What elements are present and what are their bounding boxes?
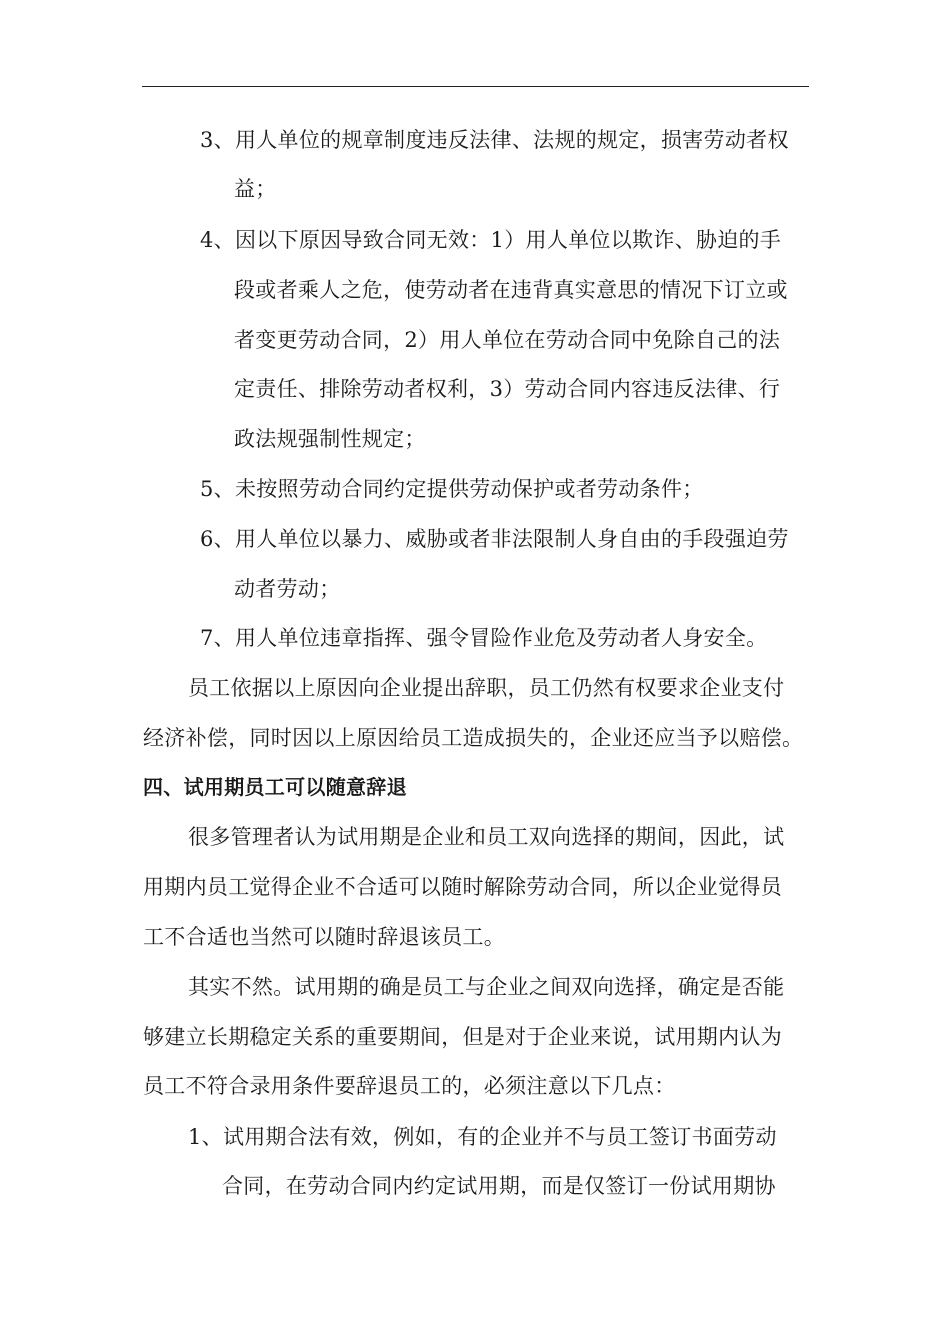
- item-6-line-2: 动者劳动；: [234, 577, 341, 601]
- sub1-line-2: 合同，在劳动合同内约定试用期，而是仅签订一份试用期协: [222, 1174, 776, 1198]
- para2-line-1: 很多管理者认为试用期是企业和员工双向选择的期间，因此，试: [188, 825, 785, 849]
- item-3-line-2: 益；: [234, 177, 277, 201]
- para3-line-2: 够建立长期稳定关系的重要期间，但是对于企业来说，试用期内认为: [143, 1025, 782, 1049]
- item-4-line-1: 4、因以下原因导致合同无效：1）用人单位以欺诈、胁迫的手: [200, 228, 782, 252]
- para3-line-1: 其实不然。试用期的确是员工与企业之间双向选择，确定是否能: [188, 975, 785, 999]
- para2-line-3: 工不合适也当然可以随时辞退该员工。: [143, 925, 506, 949]
- item-4-line-4: 定责任、排除劳动者权利，3）劳动合同内容违反法律、行: [234, 377, 781, 401]
- item-4-line-2: 段或者乘人之危，使劳动者在违背真实意思的情况下订立或: [234, 278, 788, 302]
- para3-line-3: 员工不符合录用条件要辞退员工的，必须注意以下几点：: [143, 1074, 676, 1098]
- item-6-line-1: 6、用人单位以暴力、威胁或者非法限制人身自由的手段强迫劳: [200, 527, 789, 551]
- section-heading: 四、试用期员工可以随意辞退: [143, 775, 407, 799]
- item-3-line-1: 3、用人单位的规章制度违反法律、法规的规定，损害劳动者权: [200, 128, 789, 152]
- sub1-line-1: 1、试用期合法有效，例如，有的企业并不与员工签订书面劳动: [188, 1125, 777, 1149]
- para2-line-2: 用期内员工觉得企业不合适可以随时解除劳动合同，所以企业觉得员: [143, 875, 782, 899]
- header-rule: [142, 86, 809, 87]
- para1-line-1: 员工依据以上原因向企业提出辞职，员工仍然有权要求企业支付: [188, 676, 785, 700]
- item-7-line-1: 7、用人单位违章指挥、强令冒险作业危及劳动者人身安全。: [200, 626, 768, 650]
- item-5-line-1: 5、未按照劳动合同约定提供劳动保护或者劳动条件；: [200, 477, 704, 501]
- para1-line-2: 经济补偿，同时因以上原因给员工造成损失的，企业还应当予以赔偿。: [143, 726, 804, 750]
- item-4-line-5: 政法规强制性规定；: [234, 427, 426, 451]
- item-4-line-3: 者变更劳动合同，2）用人单位在劳动合同中免除自己的法: [234, 328, 781, 352]
